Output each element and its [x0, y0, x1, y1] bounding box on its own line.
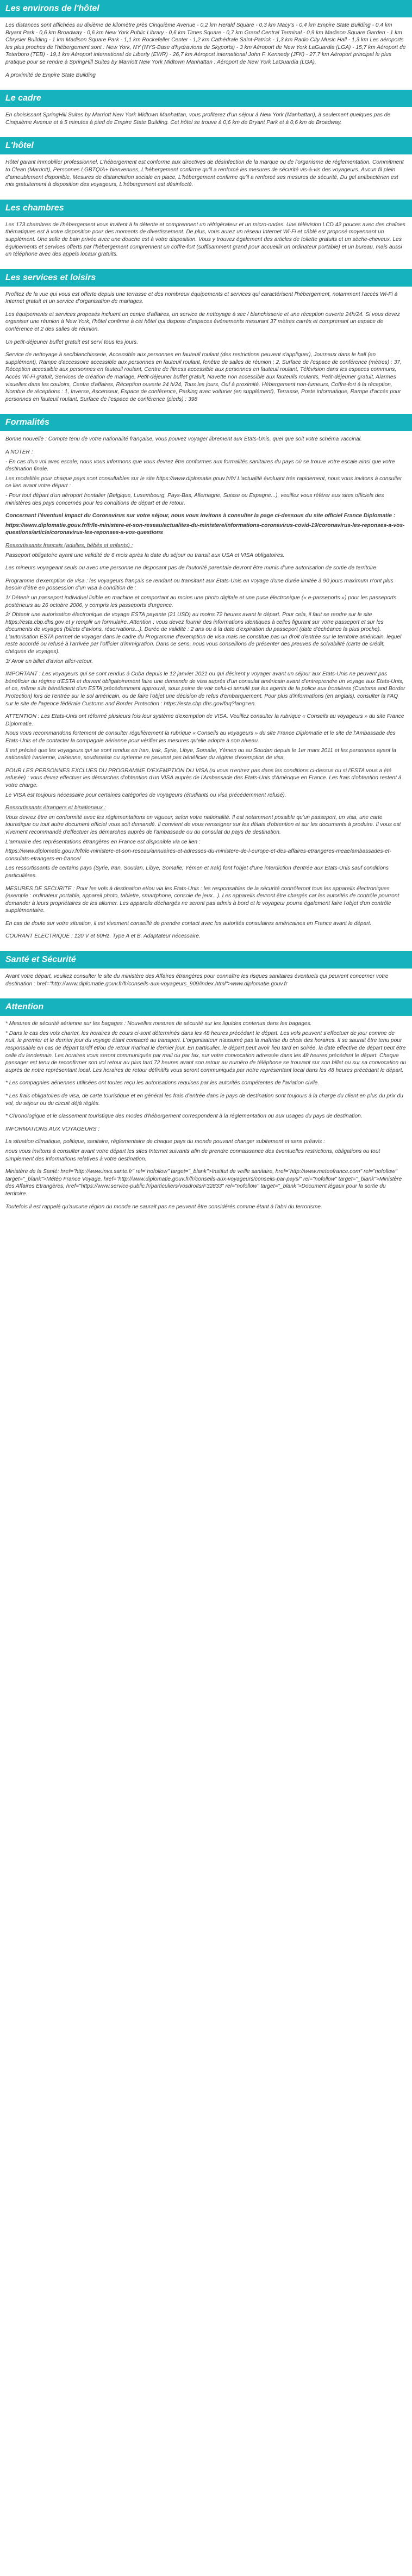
attention-baggage: * Mesures de sécurité aérienne sur les bagages : Nouvelles mesures de sécurité sur les liquides contenus dans les bagages. [5, 1021, 312, 1027]
attention-terrorism: Toutefois il est rappelé qu'aucune région du monde ne saurait pas ne peuvent être considérés comme étant à l'abri du terrorisme. [5, 1203, 322, 1210]
formalites-covid-text: Concernant l'éventuel impact du Coronavirus sur votre séjour, nous vous invitons à consulter la page ci-dessous du site officiel France Diplomatie : [5, 513, 396, 519]
section-body-environs [0, 22, 412, 90]
services-equipment: Les équipements et services proposés incluent un centre d'affaires, un service de nettoyage à sec / blanchisserie et une réception ouverte 24h/24. Si vous devez organiser une réunion à New York, l'hôtel confirme à cet hôtel qui dispose d'espaces événements mesurant 37 mètres carrés et comprenant un espace de conférence et 2 des salles de réunion. [5, 311, 400, 333]
section-cadre [0, 90, 412, 137]
formalites-foreign-2: L'annuaire des représentations étrangères en France est disponible via ce lien : [5, 839, 201, 845]
hotel-text: Hôtel garant immobilier professionnel, L'hébergement est conforme aux directives de désinfection de la marque ou de l'organisme de réglementation. Commitment to Clean (Marriott), Personnes LGBTQIA+ bienvenues, L'hébergement confirme qu'il a renforcé les mesures de sécurité vis-à-vis des voyageurs. Aucun fil plein d'ameublement disponible, Mesures de distanciation sociale en place, L'hébergement confirme qu'il a renforcé ses mesures de sécurité, Du gel antibactérien est mis gratuitement à disposition des voyageurs, L'hébergement est désinfecté. [5, 159, 404, 188]
formalites-foreign-link[interactable]: https://www.diplomatie.gouv.fr/fr/le-ministere-et-son-reseau/annuaires-et-adresses-du-ministere-de-l-europe-et-des-affaires-etrangeres-meae/ambassades-et-consulats-etrangers-en-france/ [5, 848, 391, 862]
formalites-covid-heading [5, 512, 407, 520]
formalites-attention-2: Nous vous recommandons fortement de consulter régulièrement la rubrique « Conseils au voyageurs » du site France Diplomatie et le site de l'Ambassade des Etats-Unis et de contacter la compagnie aérienne pour vérifier les mesures qu'elle adopte à son niveau. [5, 730, 396, 744]
attention-situation: La situation climatique, politique, sanitaire, réglementaire de chaque pays du monde pouvant changer subitement et sans préavis : [5, 1139, 325, 1145]
section-title-chambres: Les chambres [0, 200, 412, 217]
cadre-text: En choisissant SpringHill Suites by Marriott New York Midtown Manhattan, vous profiterez d'un séjour à New York (Manhattan), à seulement quelques pas de Cinquième Avenue et à 5 minutes à pied de Empire State Building. Cet hôtel se trouve à 0,6 km de Bryant Park et à 0,6 km de Broadway. [5, 112, 391, 126]
attention-links[interactable]: Ministère de la Santé: href="http://www.invs.sante.fr" rel="nofollow" target="_blank">Institut de veille sanitaire, href="http://www.meteofrance.com" rel="nofollow" target="_blank">Météo France Voyage, href="http://www.diplomatie.gouv.fr/fr/conseils-aux-voyageurs/conseils-par-pays/" rel="nofollow" target="_blank">Ministère des Affaires Etrangères, href="https://www.service-public.fr/particuliers/vosdroits/F32833" rel="nofollow" target="_blank">Document légaux pour la sortie du territoire. [5, 1169, 402, 1197]
attention-info-heading: INFORMATIONS AUX VOYAGEURS : [5, 1126, 100, 1132]
attention-classification: * Chronologique et le classement touristique des modes d'hébergement correspondent à la réglementation ou aux usages du pays de destination. [5, 1113, 363, 1120]
formalites-covid-link-wrap [5, 522, 407, 537]
section-formalites [0, 414, 412, 951]
formalites-attention-3: Il est précisé que les voyageurs qui se sont rendus en Iran, Irak, Syrie, Libye, Somalie, Yémen ou au Soudan depuis le 1er mars 2011 et les personnes ayant la nationalité iranienne, irakienne, soudanaise ou syrienne ne peuvent pas bénéficier du régime d'exemption de visa. [5, 747, 396, 761]
services-breakfast: Un petit-déjeuner buffet gratuit est servi tous les jours. [5, 339, 139, 345]
attention-airlines: * Les compagnies aériennes utilisées ont toutes reçu les autorisations requises par les autorités compétentes de l'aviation civile. [5, 1080, 320, 1087]
section-title-attention: Attention [0, 998, 412, 1016]
section-attention [0, 998, 412, 1221]
formalites-fr-heading [5, 542, 407, 550]
formalites-note-heading: A NOTER : [5, 449, 33, 455]
formalites-foreign-3: Les ressortissants de certains pays (Syrie, Iran, Soudan, Libye, Somalie, Yémen et Irak) font l'objet d'une interdiction d'entrée aux Etats-Unis sauf conditions particulières. [5, 865, 389, 879]
formalites-fr-heading-text: Ressortissants français (adultes, bébés et enfants) : [5, 542, 133, 549]
environs-distances: Les distances sont affichées au dixième de kilomètre près Cinquième Avenue - 0,2 km Herald Square - 0,3 km Macy's - 0,4 km Empire State Building - 0,4 km Bryant Park - 0,6 km Broadway - 0,6 km New York Public Library - 0,6 km Times Square - 0,7 km Grand Central Terminal - 0,9 km Madison Square Garden - 1 km Chrysler Building - 1 km Madison Square Park - 1,1 km Rockefeller Center - 1,2 km Cathédrale Saint-Patrick - 1,3 km Radio City Music Hall - 1,3 km Les aéroports les plus proches de l'hébergement sont : New York, NY (NYS-Base d'hydravions de Skyports) - 3 km Aéroport de New York LaGuardia (LGA) - 15,7 km Aéroport de Teterboro (TEB) - 19,1 km Aéroport international de Liberty (EWR) - 26,7 km Aéroport international John F. Kennedy (JFK) - 27,7 km Aéroport principal le plus pratique pour se rendre à SpringHill Suites by Marriott New York Midtown Manhattan : Aéroport de New York LaGuardia (LGA). [5, 22, 406, 65]
chambres-text: Les 173 chambres de l'hébergement vous invitent à la détente et comprennent un réfrigérateur et un micro-ondes. Une télévision LCD 42 pouces avec des chaînes thématiques est à votre disposition pour des moments de divertissement. De plus, vous aurez un réseau Internet Wi-Fi et câblé est proposé moyennant un supplément. Une salle de bain privée avec une douche est à votre disposition. Vous y trouvez également des articles de toilette gratuits et un sèche-cheveux. Les équipements et services offerts par l'hébergement comprennent un coffre-fort (suffisamment grand pour accueillir un ordinateur portable) et un bureau, mais aussi un téléphone avec des appels locaux gratuits. [5, 221, 405, 258]
formalites-excluded-2: Le VISA est toujours nécessaire pour certaines catégories de voyageurs (étudiants ou visa précédemment refusé). [5, 792, 286, 798]
formalites-doubt: En cas de doute sur votre situation, il est vivement conseillé de prendre contact avec les autorités consulaires américaines en France avant le départ. [5, 920, 372, 927]
section-title-sante: Santé et Sécurité [0, 951, 412, 969]
formalites-visa-waiver: Programme d'exemption de visa : les voyageurs français se rendant ou transitant aux Etats-Unis en voyage d'une durée limitée à 90 jours maximum n'ont plus besoin d'être en possession d'un visa à condition de : [5, 578, 394, 592]
section-title-environs: Les environs de l'hôtel [0, 0, 412, 17]
section-title-services: Les services et loisirs [0, 269, 412, 287]
formalites-minors: Les mineurs voyageant seuls ou avec une personne ne disposant pas de l'autorité parentale devront être munis d'une autorisation de sortie de territoire. [5, 565, 378, 572]
attention-charter: * Dans le cas des vols charter, les horaires de cours ci-sont déterminés dans les 48 heures précédant le départ. Les vols peuvent s'effectuer de jour comme de nuit, le premier et le dernier jour du voyage étant consacré au transport. L'organisateur n'assumé pas la maîtrise du choix des horaires. Il se saurait être tenu pour responsable en cas de départ tardif et/ou de retour matinal le dernier jour. En particulier, le départ peut avoir lieu tard en soirée, la date effective de départ peut être celle du lendemain. Les horaires vous seront communiqués par mail ou par fax, sur votre convocation adressée dans les 48 heures précédant le départ. Chaque passager est tenu de reconfirmer son vol retour au plus tard 72 heures avant son retour au numéro de téléphone se trouvant sur son billet ou sur sa convocation ou auprès de notre représentant local. Les horaires de retour définitifs vous seront communiqués par notre représentant local dans les 48 heures précédant le départ. [5, 1030, 407, 1073]
section-body-formalites [0, 436, 412, 951]
attention-situation-2: nous vous invitons à consulter avant votre départ les sites Internet suivants afin de prendre connaissance des éventuelles restrictions, obligations ou tout simplement des informations relatives à votre destination. [5, 1148, 380, 1162]
formalites-visa-1: 1/ Détenir un passeport individuel lisible en machine et comportant au moins une photo digitale et une puce électronique (« e-passeports ») pour les passeports postérieurs au 26 octobre 2006, y compris les passeports d'urgence. [5, 594, 397, 609]
section-environs [0, 0, 412, 90]
formalites-current: COURANT ELECTRIQUE : 120 V et 60Hz. Type A et B. Adaptateur nécessaire. [5, 933, 201, 940]
section-services [0, 269, 412, 414]
formalites-note-stopover: - En cas d'un vol avec escale, nous vous informons que vous devrez être conformes aux formalités sanitaires du pays où se trouve votre escale ainsi que votre destination finale. [5, 458, 395, 473]
section-title-hotel: L'hôtel [0, 137, 412, 154]
section-body-services [0, 291, 412, 414]
formalites-foreign-heading [5, 804, 407, 812]
services-list: Service de nettoyage à sec/blanchisserie, Accessible aux personnes en fauteuil roulant (des restrictions peuvent s'appliquer), Journaux dans le hall (en supplément), Rampe d'accessoire accessible aux personnes en fauteuil roulant, fenêtre de salles de réunion : 2, Surface de l'espace de conférence (mètres) : 37, Réception accessible aux personnes en fauteuil roulant, Centre de fitness accessible aux personnes en fauteuil roulant, Télévision dans les espaces communs, Accès Wi-Fi gratuit, Services de création de mariage, Petit-déjeuner buffet gratuit, Navette non accessible aux fauteuils roulants, Petit-déjeuner gratuit, Alarmes visuelles dans les couloirs, Centre d'affaires, Réception ouverte 24 h/24, Tous les jours, Ouf à proximité, Hébergement non-fumeurs, Coffre-fort à la réception, Nombre de réceptions : 1, Inverse, Ascenseur, Espace de conférence, Parking avec voiturier (en supplément), Terrasse, Poste informatique, Rampe d'accès pour personnes en fauteuil roulant, Surface de l'espace de conférence (pieds) : 398 [5, 352, 402, 402]
section-body-cadre [0, 111, 412, 137]
formalites-excluded: POUR LES PERSONNES EXCLUES DU PROGRAMME D'EXEMPTION DU VISA (si vous n'entrez pas dans les conditions ci-dessus ou si l'ESTA vous a été refusée) : vous devez effectuer les démarches d'obtention d'un VISA auprès de l'Ambassade des Etats-Unis d'Amérique en France. Les frais d'obtention restent à votre charge. [5, 767, 402, 789]
environs-proximity: À proximité de Empire State Building [5, 72, 96, 78]
formalites-covid-link[interactable]: https://www.diplomatie.gouv.fr/fr/le-ministere-et-son-reseau/actualites-du-ministere/informations-coronavirus-covid-19/coronavirus-les-reponses-a-vos-questions/article/coronavirus-les-reponses-a-vos-questions [5, 522, 405, 536]
section-chambres [0, 200, 412, 269]
formalites-visa-2: 2/ Obtenir une autorisation électronique de voyage ESTA payante (21 USD) au moins 72 heures avant le départ. Pour cela, il faut se rendre sur le site https://esta.cbp.dhs.gov et y remplir un formulaire. Attention : vous devez fournir des informations identiques à celles figurant sur votre passeport et sur les documents de voyages (billets d'avions, réservations...). Durée de validité : 2 ans ou à la date d'expiration du passeport (date d'échéance la plus proche). L'autorisation ESTA permet de voyager dans le cadre du Programme d'exemption de visa mais ne constitue pas un droit d'entrée sur le territoire américain, lequel reste accordé ou refusé à l'arrivée par l'officier d'immigration. Dans ce sens, nous vous conseillons de présenter des preuves de solvabilité (carte de crédit, chèques de voyages). [5, 612, 402, 655]
section-body-attention [0, 1020, 412, 1221]
formalites-cuba: IMPORTANT : Les voyageurs qui se sont rendus à Cuba depuis le 12 janvier 2021 ou qui désirent y voyager avant un séjour aux Etats-Unis ne peuvent pas bénéficier du régime d'ESTA et doivent obligatoirement faire une demande de visa auprès d'un consulat américain avant d'entreprendre un voyage aux Etats-Unis, et ce, même s'ils bénéficient d'un ESTA précédemment approuvé, sous peine de voir celui-ci annulé par les agents de la police aux frontières (Customs and Border Protection) lors de l'entrée sur le sol américain, ou de faire l'objet une décision de refus d'embarquement. Pour plus d'informations (en anglais), consulter la FAQ sur le site de l'agence fédérale Customs and Border Protection : https://esta.cbp.dhs.gov/faq?lang=en. [5, 671, 405, 707]
formalites-note-modalities: Les modalités pour chaque pays sont consultables sur le site https://www.diplomatie.gouv.fr/fr/ L'actualité évoluant très rapidement, nous vous invitons à consulter ce lien avant votre départ : [5, 475, 402, 489]
formalites-visa-3: 3/ Avoir un billet d'avion aller-retour. [5, 658, 93, 665]
formalites-foreign: Vous devrez être en conformité avec les réglementations en vigueur, selon votre nationalité. Il est notamment possible qu'un passeport, un visa, une carte touristique ou tout autre document officiel vous soit demandé. Il convient de vous renseigner sur les délais d'obtention et sur les documents à produire. Il vous est vivement recommandé d'effectuer les démarches auprès de l'ambassade ou du consulat du pays de destination. [5, 814, 401, 835]
attention-fees: * Les frais obligatoires de visa, de carte touristique et en général les frais d'entrée dans le pays de destination sont toujours à la charge du client en plus du prix du vol, du séjour ou du circuit déjà réglés. [5, 1093, 403, 1107]
formalites-foreign-heading-text: Ressortissants étrangers et binationaux : [5, 805, 106, 811]
section-hotel [0, 137, 412, 199]
section-body-sante [0, 973, 412, 998]
page [0, 0, 412, 1221]
section-body-chambres [0, 221, 412, 269]
section-sante [0, 951, 412, 998]
section-title-formalites: Formalités [0, 414, 412, 431]
formalites-security: MESURES DE SECURITE : Pour les vols à destination et/ou via les Etats-Unis : les responsables de la sécurité contrôleront tous les appareils électroniques (exemple : ordinateur portable, appareil photo, tablette, smartphone, console de jeux...). Les appareils devront être chargés car les autorités de contrôle pourront demander à leurs propriétaires de les allumer. Les appareils déchargés ne seront pas admis à bord et le voyageur pourra également faire l'objet d'un contrôle supplémentaire. [5, 885, 399, 914]
formalites-note-border: - Pour tout départ d'un aéroport frontalier (Belgique, Luxembourg, Pays-Bas, Allemagne, Suisse ou Espagne...), veuillez vous référer aux sites officiels des ministères des pays concernés pour les conditions de départ et de retour. [5, 492, 384, 506]
section-title-cadre: Le cadre [0, 90, 412, 107]
services-intro: Profitez de la vue qui vous est offerte depuis une terrasse et des nombreux équipements et services qui caractérisent l'hébergement, notamment l'accès Wi-Fi à Internet gratuit et un service d'organisation de mariages. [5, 291, 398, 305]
section-body-hotel [0, 159, 412, 199]
sante-text: Avant votre départ, veuillez consulter le site du ministère des Affaires étrangères pour connaître les risques sanitaires éventuels qui peuvent concerner votre destination : href="http://www.diplomatie.gouv.fr/fr/conseils-aux-voyageurs_909/index.html">www.diplomatie.gouv.fr [5, 973, 389, 987]
formalites-good-news: Bonne nouvelle : Compte tenu de votre nationalité française, vous pouvez voyager librement aux Etats-Unis, quel que soit votre schéma vaccinal. [5, 436, 362, 443]
formalites-passport: Passeport obligatoire ayant une validité de 6 mois après la date du séjour ou transit aux USA et VISA obligatoires. [5, 552, 285, 558]
formalites-attention: ATTENTION : Les Etats-Unis ont réformé plusieurs fois leur système d'exemption de VISA. Veuillez consulter la rubrique « Conseils au voyageurs » du site France Diplomatie. [5, 713, 404, 727]
